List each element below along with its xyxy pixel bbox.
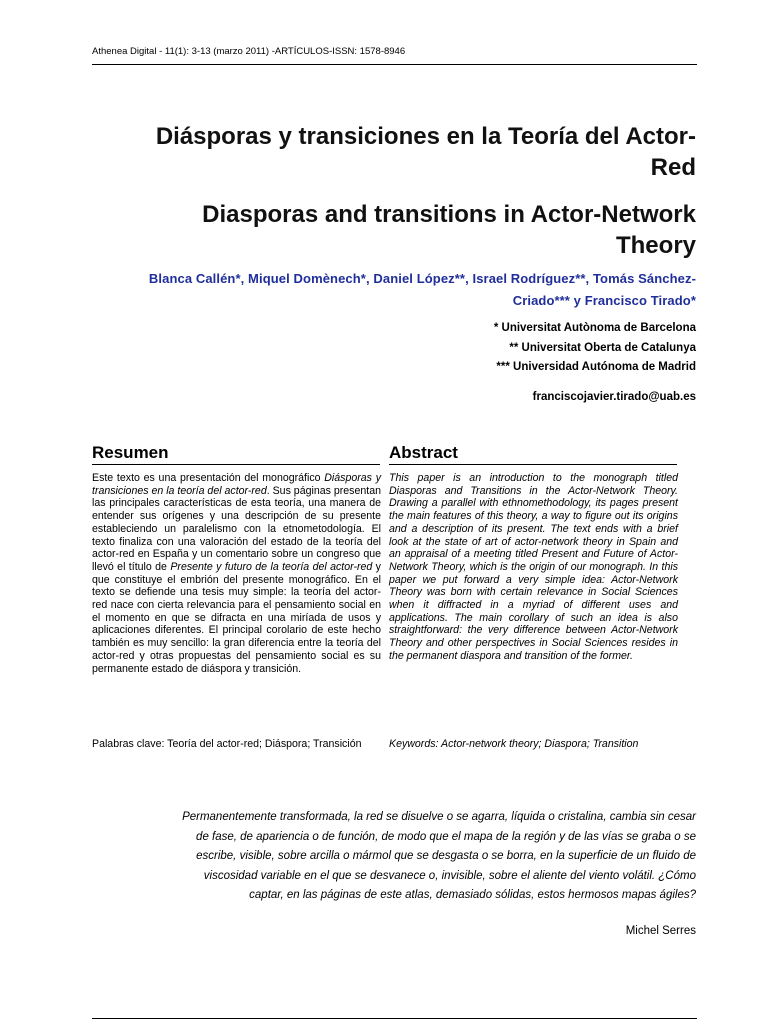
resumen-text [92,472,381,675]
abstract-rule [389,464,677,465]
affiliation-3: *** Universidad Autónoma de Madrid [496,361,696,373]
title-spanish: Diásporas y transiciones en la Teoría del Actor-Red [155,123,696,181]
epigraph-author: Michel Serres [625,925,696,937]
resumen-text-italic-1: Diásporas y transiciones en la teoría del actor-red [92,472,381,497]
resumen-text-italic-2: Presente y futuro de la teoría del actor-red [170,560,373,573]
footer-rule [92,1018,697,1019]
title-english: Diasporas and transitions in Actor-Network Theory [202,201,696,259]
authors: Blanca Callén*, Miquel Domènech*, Daniel López**, Israel Rodríguez**, Tomás Sánchez-Criado*** y Francisco Tirado* [148,271,696,308]
abstract-text: This paper is an introduction to the monograph titled Diasporas and Transitions in the Actor-Network Theory. Drawing a parallel with ethnomethodology, its pages present the main features of this theory, a way to figure out its origins and a description of its present. The text ends with a brief look at the state of art of actor-network theory in Spain and an appraisal of a meeting titled Present and Future of Actor-Network Theory, which is the origin of our monograph. In this paper we put forward a very simple idea: Actor-Network Theory was born with certain relevance in Social Sciences when it diffracted in a myriad of different uses and applications. The main corollary of such an idea is also straightforward: the very difference between Actor-Network Theory and other perspectives in Social Sciences resides in the permanent diaspora and transition of the former. [389,472,678,662]
resumen-rule [92,464,380,465]
abstract-keywords: Keywords: Actor-network theory; Diaspora; Transition [389,738,639,750]
resumen-text-part-3: y que constituye el embrión del presente monográfico. En el texto se defiende una tesis muy simple: la teoría del actor-red nace con cierta relevancia para el pensamiento social en el momento en que se difracta en una miríada de usos y aplicaciones diferentes. El principal corolario de este hecho también es muy sencillo: la gran diferencia entre la teoría del actor-red y otras propuestas del pensamiento social es su permanente estado de diáspora y transición. [92,560,381,675]
resumen-text-part-2: . Sus páginas presentan las principales características de esta teoría, una manera de entender sus orígenes y una descripción de su presente estableciendo un paralelismo con la etnometodología. El texto finaliza con una valoración del estado de la teoría del actor-red en España y un comentario sobre un congreso que llevó el título de [92,484,381,573]
resumen-keywords: Palabras clave: Teoría del actor-red; Diáspora; Transición [92,738,362,750]
contact-email: franciscojavier.tirado@uab.es [532,391,696,403]
journal-header: Athenea Digital - 11(1): 3-13 (marzo 2011) -ARTÍCULOS-ISSN: 1578-8946 [92,46,406,57]
resumen-heading: Resumen [92,443,169,462]
epigraph-quote: Permanentemente transformada, la red se disuelve o se agarra, líquida o cristalina, cambia sin cesar de fase, de apariencia o de función, de modo que el mapa de la región y de las vías se graba o se escribe, visible, sobre arcilla o mármol que se desgasta o se borra, en la superficie de un fluido de viscosidad variable en el que se desvanece o, invisible, sobre el aliente del viento volátil. ¿Cómo captar, en las páginas de este atlas, demasiado sólidas, estos hermosos mapas ágiles? [182,811,696,901]
header-rule [92,64,697,65]
affiliation-1: * Universitat Autònoma de Barcelona [493,322,696,334]
abstract-heading: Abstract [389,443,458,462]
resumen-text-part-1: Este texto es una presentación del monográfico [92,472,325,484]
affiliation-2: ** Universitat Oberta de Catalunya [509,342,696,354]
